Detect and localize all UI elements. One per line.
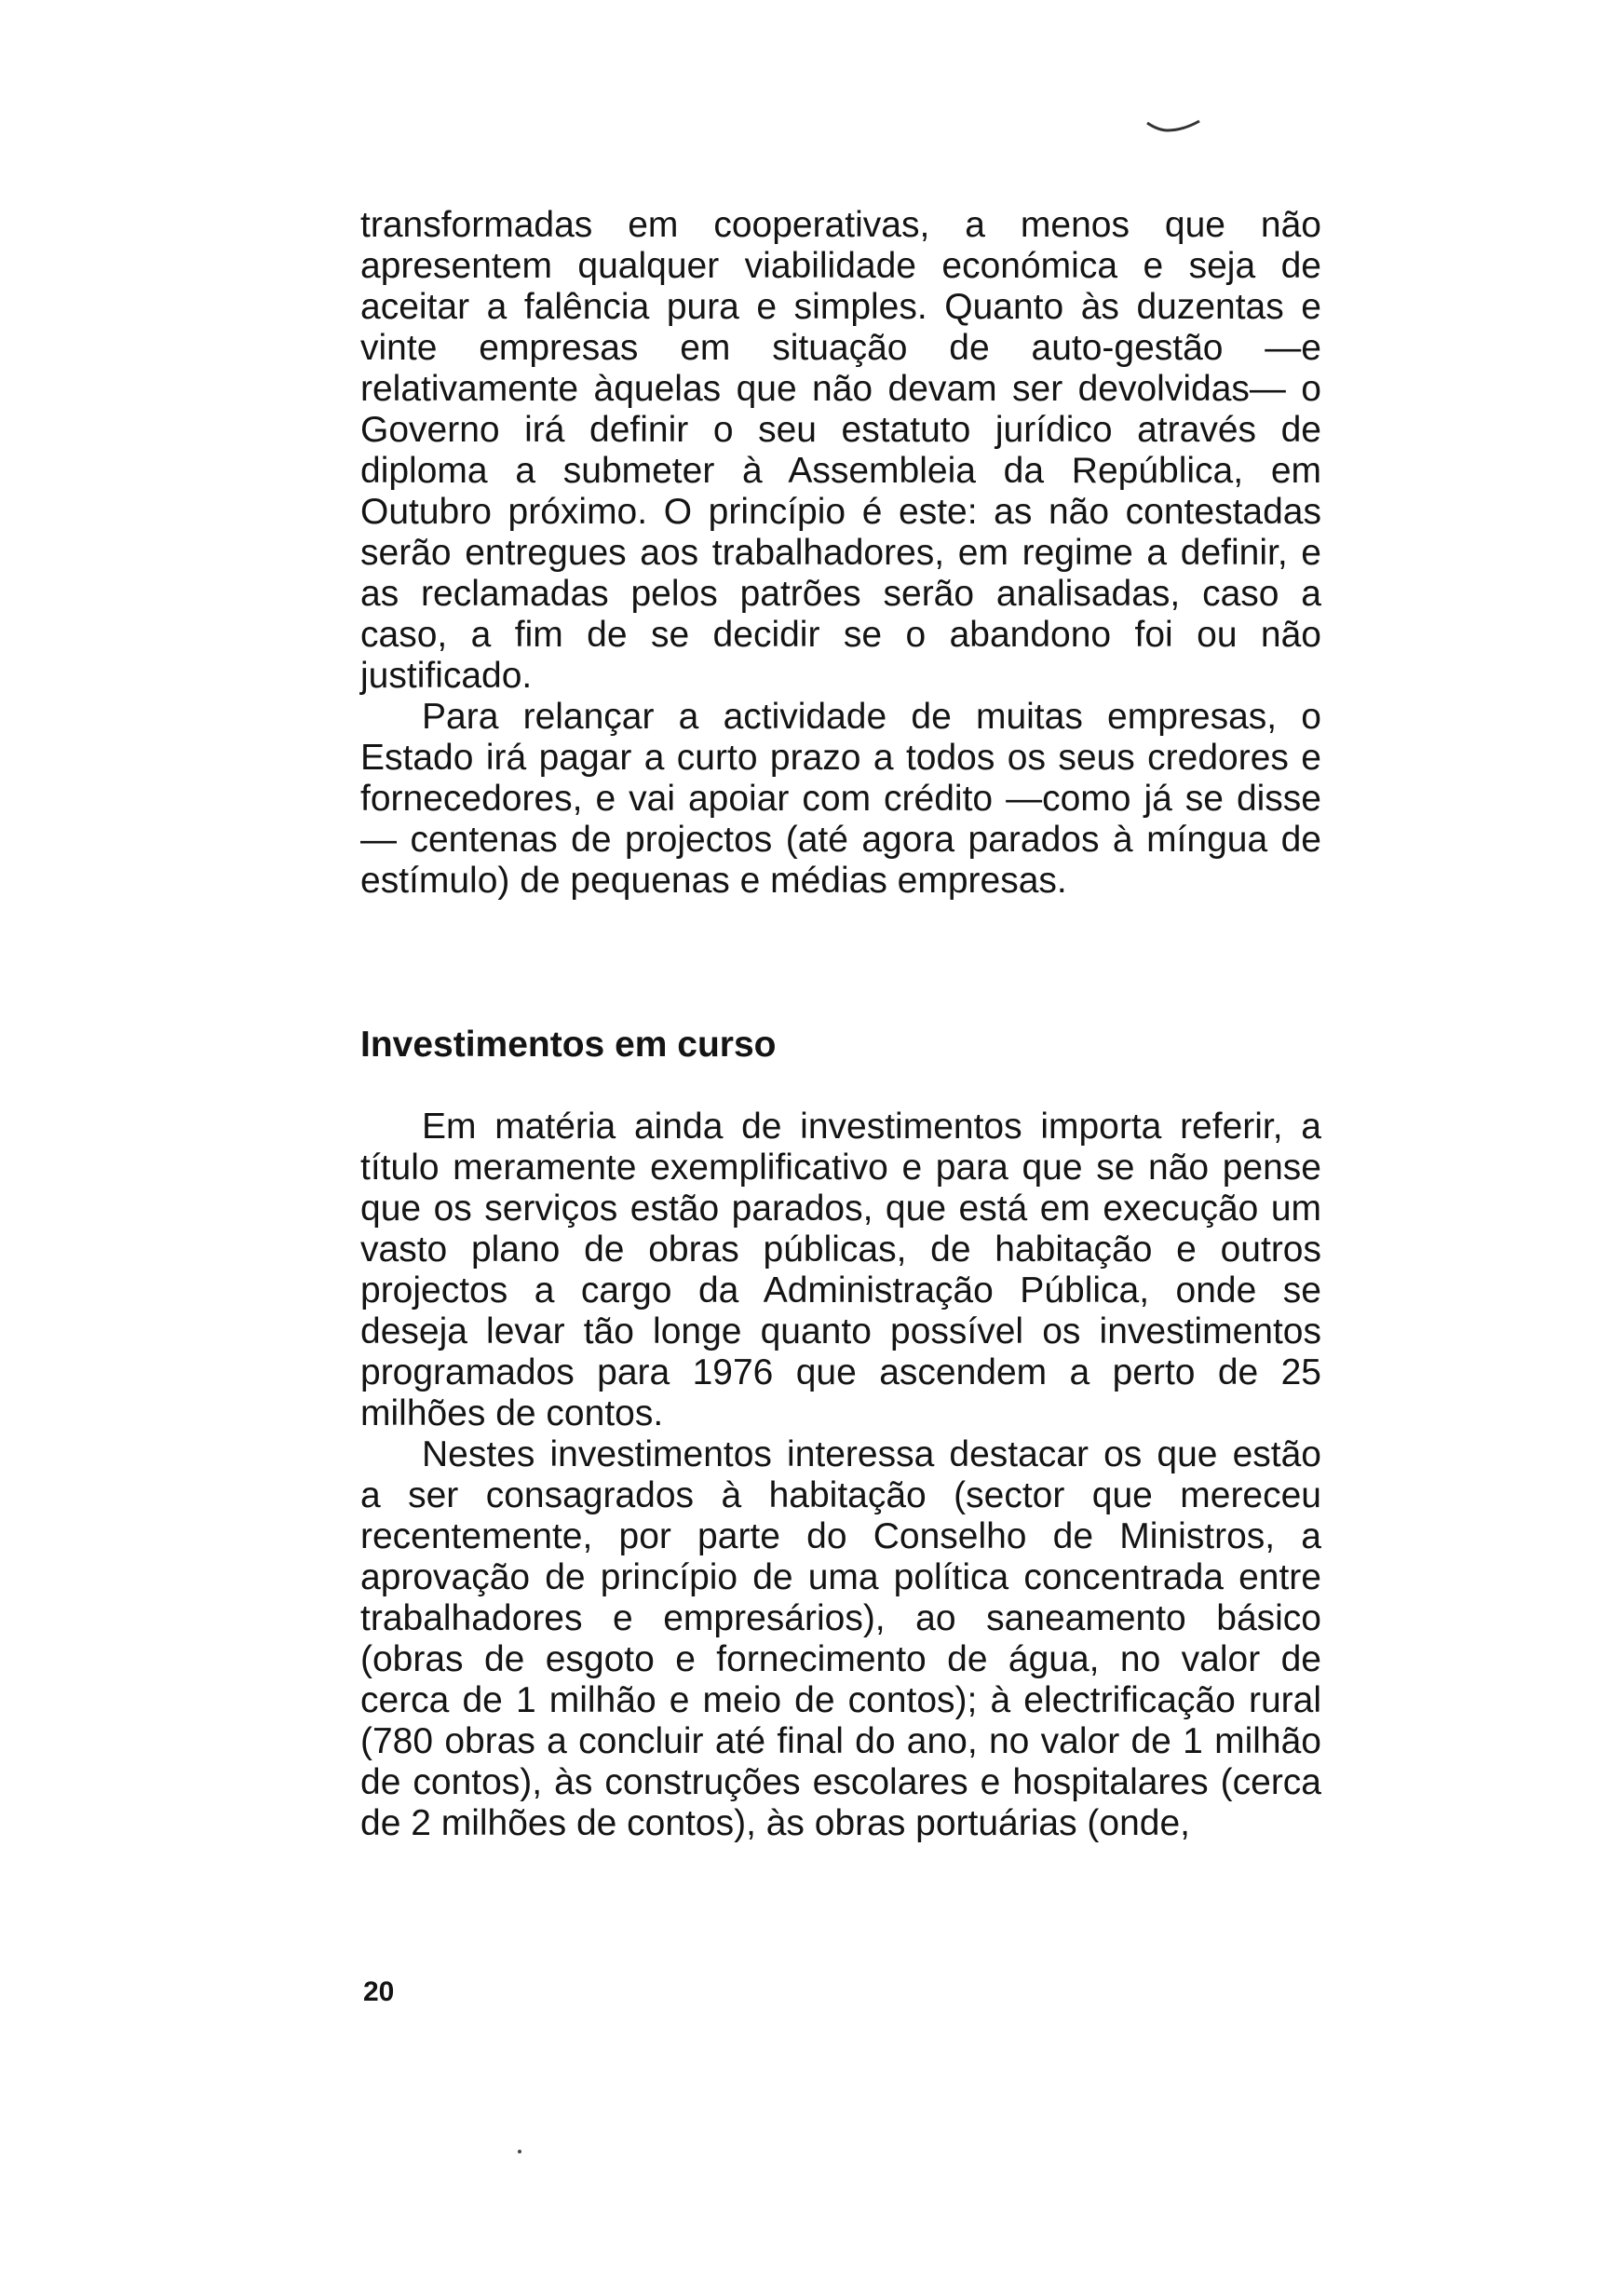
- page-corner-mark: [1145, 119, 1201, 136]
- scan-speck: [518, 2150, 521, 2153]
- page-number: 20: [363, 1976, 395, 2007]
- section-heading-investimentos: Investimentos em curso: [360, 1025, 777, 1065]
- paragraph-materia-investimentos: Em matéria ainda de investimentos importa referir, a título meramente exemplificativo e para que se não pense que os serviços estão parados, que está em execução um vasto plano de obras públicas, de habitação e outros projectos a cargo da Administração Pública, onde se deseja levar tão longe quanto possível os investimentos programados para 1976 que ascendem a perto de 25 milhões de contos.: [360, 1107, 1321, 1433]
- paragraph-destaque-habitacao: Nestes investimentos interessa destacar os que estão a ser consagrados à habitação (sector que mereceu recentemente, por parte do Conselho de Ministros, a aprovação de princípio de uma política concentrada entre trabalhadores e empresários), ao saneamento básico (obras de esgoto e fornecimento de água, no valor de cerca de 1 milhão e meio de contos); à electrificação rural (780 obras a concluir até final do ano, no valor de 1 milhão de contos), às construções escolares e hospitalares (cerca de 2 milhões de contos), às obras portuárias (onde,: [360, 1434, 1321, 1843]
- paragraph-cooperativas: transformadas em cooperativas, a menos que não apresentem qualquer viabilidade económica e seja de aceitar a falência pura e simples. Quanto às duzentas e vinte empresas em situação de auto-gestão —e relativamente àquelas que não devam ser devolvidas— o Governo irá definir o seu estatuto jurídico através de diploma a submeter à Assembleia da República, em Outubro próximo. O princípio é este: as não contestadas serão entregues aos trabalhadores, em regime a definir, e as reclamadas pelos patrões serão analisadas, caso a caso, a fim de se decidir se o abandono foi ou não justificado.: [360, 205, 1321, 696]
- page-text-column: [360, 205, 1321, 1926]
- paragraph-relancar-actividade: Para relançar a actividade de muitas empresas, o Estado irá pagar a curto prazo a todos os seus credores e fornecedores, e vai apoiar com crédito —como já se disse— centenas de projectos (até agora parados à míngua de estímulo) de pequenas e médias empresas.: [360, 697, 1321, 901]
